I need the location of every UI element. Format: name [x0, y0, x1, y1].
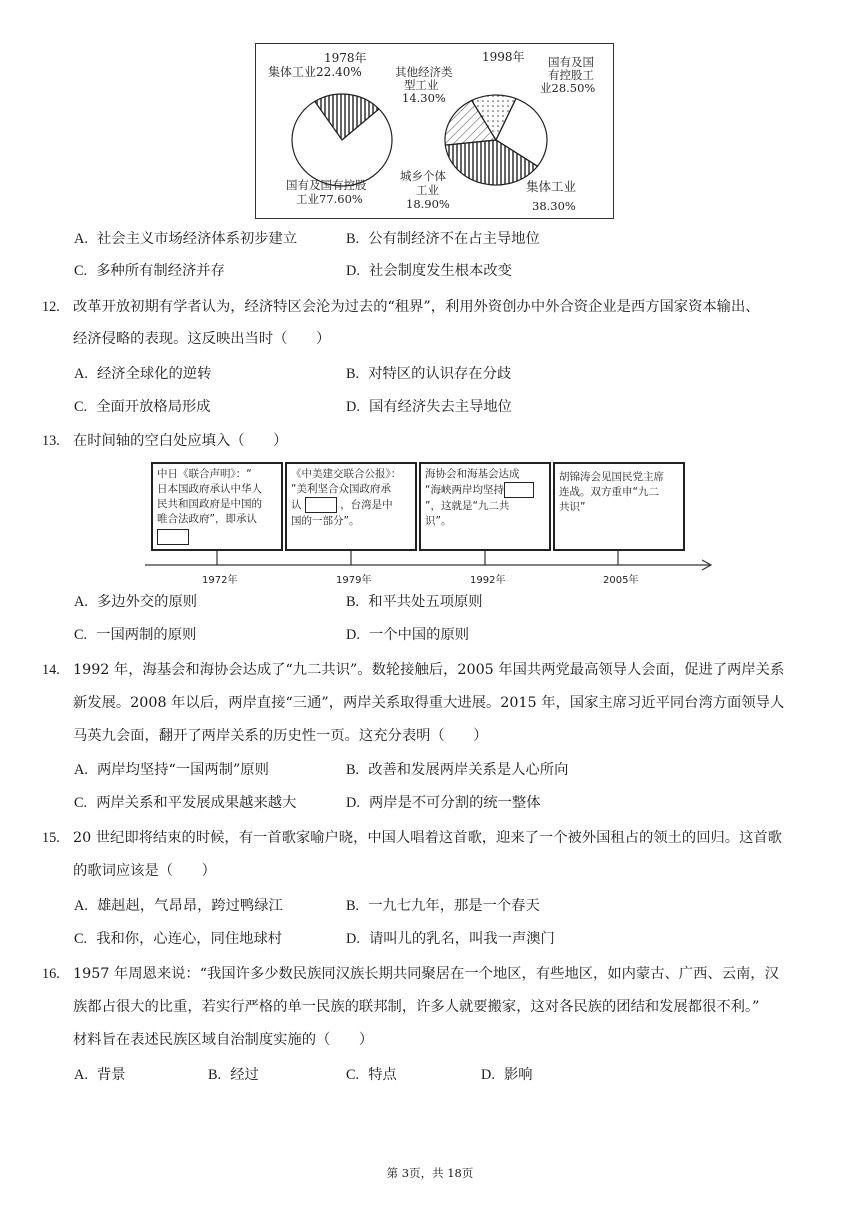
q15-number: 15. [42, 830, 60, 846]
blank-box[interactable] [504, 482, 534, 498]
timeline-box-1992-text [425, 467, 534, 529]
q12-number: 12. [42, 299, 60, 315]
box-line [291, 497, 401, 514]
box-line: 唯合法政府”，即承认 [157, 513, 257, 525]
option-text: 改善和发展两岸关系是人心所向 [368, 762, 569, 778]
option-text: 两岸是不可分割的统一整体 [369, 795, 541, 811]
option-text: 两岸关系和平发展成果越来越大 [96, 795, 297, 811]
option-letter: D. [481, 1067, 495, 1083]
box-text: “海峡两岸均坚持 [425, 484, 504, 496]
option-letter: D. [346, 795, 360, 811]
q15-option-d[interactable] [346, 929, 555, 949]
q15-stem-line-1: 20 世纪即将结束的时候，有一首歌家喻户晓，中国人唱着这首歌，迎来了一个被外国租占的领土的回归。这首歌 [73, 830, 782, 846]
timeline-box-1979-text [291, 467, 401, 529]
q12-option-c[interactable] [74, 397, 211, 417]
box-text: 认 [291, 499, 302, 511]
option-text: 一国两制的原则 [96, 627, 197, 643]
page-footer: 第 3页，共 18页 [386, 1166, 474, 1180]
option-letter: D. [346, 263, 360, 279]
q14-option-c[interactable] [74, 793, 296, 813]
option-letter: C. [346, 1067, 360, 1083]
option-text: 一个中国的原则 [369, 627, 470, 643]
option-text: 多种所有制经济并存 [96, 263, 225, 279]
blank-box[interactable] [305, 497, 337, 513]
option-text: 影响 [504, 1067, 533, 1083]
option-letter: A. [74, 231, 88, 247]
pie-1998-year: 1998年 [482, 50, 525, 64]
q14-option-b[interactable] [346, 760, 568, 780]
box-line: 国的一部分”。 [291, 515, 360, 527]
option-letter: C. [74, 627, 88, 643]
q15-option-b[interactable] [346, 896, 540, 916]
q11-option-d[interactable] [346, 261, 512, 281]
option-letter: C. [74, 399, 88, 415]
box-line: ”，这就是“九二共 [425, 500, 510, 512]
q14-stem-line-2: 新发展。2008 年以后，两岸直接“三通”，两岸关系取得重大进展。2015 年，国家主席习近平同台湾方面领导人 [73, 695, 785, 711]
option-text: 请叫儿的乳名，叫我一声澳门 [369, 931, 555, 947]
timeline-year-2005: 2005年 [603, 575, 639, 586]
pie-1998-collective-label-1: 集体工业 [526, 179, 577, 194]
pie-1998-private-label-3: 18.90% [406, 197, 450, 211]
option-letter: A. [74, 594, 88, 610]
pie-1978-state-label-2: 工业77.60% [296, 192, 363, 206]
q11-option-a[interactable] [74, 229, 297, 249]
option-letter: B. [346, 898, 360, 914]
q16-number: 16. [42, 966, 60, 982]
option-letter: D. [346, 627, 360, 643]
box-line: “美利坚合众国政府承 [291, 483, 391, 495]
q16-stem-line-3: 材料旨在表述民族区域自治制度实施的（ ） [73, 1032, 374, 1048]
timeline-box-1992 [419, 462, 551, 551]
pie-1998 [445, 95, 547, 185]
timeline-box-2005-text [559, 470, 664, 515]
q16-option-a[interactable] [74, 1065, 126, 1085]
timeline-box-1972-text [157, 467, 262, 545]
box-line [425, 482, 534, 499]
option-letter: D. [346, 399, 360, 415]
q13-option-d[interactable] [346, 625, 469, 645]
option-letter: A. [74, 366, 88, 382]
box-line: 识”。 [425, 515, 452, 527]
box-line: 民共和国政府是中国的 [157, 498, 262, 510]
box-line: 连战。双方重申“九二 [559, 486, 659, 498]
q11-option-c[interactable] [74, 261, 225, 281]
pie-1998-other-label-1: 其他经济类 [395, 65, 453, 79]
q15-option-a[interactable] [74, 896, 283, 916]
q13-number: 13. [42, 433, 60, 449]
q14-option-a[interactable] [74, 760, 269, 780]
pie-1998-other-label-3: 14.30% [402, 91, 446, 105]
q14-option-d[interactable] [346, 793, 541, 813]
box-line: 胡锦涛会见国民党主席 [559, 471, 664, 483]
option-letter: B. [346, 366, 360, 382]
option-text: 经济全球化的逆转 [97, 366, 212, 382]
q16-stem-line-2: 族都占很大的比重，若实行严格的单一民族的联邦制，许多人就要搬家，这对各民族的团结和发展都很不利。” [73, 999, 760, 1015]
q13-option-c[interactable] [74, 625, 196, 645]
option-letter: B. [346, 231, 360, 247]
option-letter: A. [74, 762, 88, 778]
option-letter: A. [74, 898, 88, 914]
q16-option-d[interactable] [481, 1065, 533, 1085]
q13-option-a[interactable] [74, 592, 197, 612]
q13-option-b[interactable] [346, 592, 483, 612]
box-line: 《中美建交联合公报》： [291, 468, 402, 480]
pie-1998-private-label-1: 城乡个体 [400, 169, 446, 183]
pie-1998-private-label-2: 工业 [416, 183, 439, 197]
option-text: 我和你，心连心，同住地球村 [96, 931, 283, 947]
option-letter: B. [346, 762, 360, 778]
option-text: 多边外交的原则 [97, 594, 198, 610]
pie-1978-collective-label: 集体工业22.40% [268, 65, 362, 79]
pie-1998-state-label-3: 业28.50% [540, 81, 596, 95]
option-letter: B. [208, 1067, 222, 1083]
box-text: ，台湾是中 [340, 499, 393, 511]
option-letter: C. [74, 795, 88, 811]
pie-1998-state-label-1: 国有及国 [548, 55, 594, 69]
option-text: 一九七九年，那是一个春天 [368, 898, 540, 914]
pie-1978-state-label-1: 国有及国有控股 [286, 178, 367, 192]
q14-stem-line-3: 马英九会面，翻开了两岸关系的历史性一页。这充分表明（ ） [73, 728, 488, 744]
option-letter: C. [74, 931, 88, 947]
option-letter: C. [74, 263, 88, 279]
blank-box[interactable] [157, 529, 262, 545]
option-letter: A. [74, 1067, 88, 1083]
option-text: 经过 [230, 1067, 259, 1083]
option-letter: D. [346, 931, 360, 947]
q12-option-d[interactable] [346, 397, 512, 417]
option-text: 特点 [368, 1067, 397, 1083]
option-text: 国有经济失去主导地位 [369, 399, 512, 415]
pie-chart-figure [255, 43, 614, 219]
q16-stem-line-1: 1957 年周恩来说：“我国许多少数民族同汉族长期共同聚居在一个地区，有些地区，如内蒙古、广西、云南，汉 [73, 966, 779, 982]
timeline-year-1979: 1979年 [336, 575, 372, 586]
q12-stem-line-1: 改革开放初期有学者认为，经济特区会沦为过去的“租界”，利用外资创办中外合资企业是西方国家资本输出、 [73, 299, 760, 315]
q12-option-b[interactable] [346, 364, 511, 384]
q13-stem: 在时间轴的空白处应填入（ ） [73, 433, 288, 449]
option-text: 雄赳赳，气昂昂，跨过鸭绿江 [97, 898, 283, 914]
option-text: 背景 [97, 1067, 126, 1083]
box-line: 共识” [559, 501, 586, 513]
option-text: 社会制度发生根本改变 [369, 263, 512, 279]
option-text: 社会主义市场经济体系初步建立 [97, 231, 298, 247]
pie-1998-collective-label-2: 38.30% [532, 199, 576, 213]
q16-option-b[interactable] [208, 1065, 259, 1085]
q14-number: 14. [42, 662, 60, 678]
q11-option-b[interactable] [346, 229, 540, 249]
option-text: 全面开放格局形成 [96, 399, 211, 415]
timeline-box-2005 [553, 462, 685, 551]
timeline-box-1979 [285, 462, 417, 551]
q15-stem-line-2: 的歌词应该是（ ） [73, 863, 216, 879]
option-text: 公有制经济不在占主导地位 [368, 231, 540, 247]
option-text: 两岸均坚持“一国两制”原则 [97, 762, 269, 778]
timeline-year-1992: 1992年 [470, 575, 506, 586]
pie-1978-year: 1978年 [324, 51, 367, 65]
q16-option-c[interactable] [346, 1065, 397, 1085]
box-line: 海协会和海基会达成 [425, 468, 520, 480]
q12-option-a[interactable] [74, 364, 211, 384]
option-text: 对特区的认识存在分歧 [368, 366, 512, 382]
option-text: 和平共处五项原则 [368, 594, 483, 610]
box-line: 日本国政府承认中华人 [157, 483, 262, 495]
pie-1998-state-label-2: 有控股工 [548, 68, 594, 82]
box-line: 中日《联合声明》：“ [157, 468, 252, 480]
pie-1978 [292, 94, 392, 186]
timeline-box-1972 [151, 462, 283, 551]
q15-option-c[interactable] [74, 929, 282, 949]
q12-stem-line-2: 经济侵略的表现。这反映出当时（ ） [73, 331, 331, 347]
pie-1998-other-label-2: 型工业 [404, 78, 439, 92]
timeline-year-1972: 1972年 [202, 575, 238, 586]
q14-stem-line-1: 1992 年，海基会和海协会达成了“九二共识”。数轮接触后，2005 年国共两党最高领导人会面，促进了两岸关系 [73, 662, 785, 678]
option-letter: B. [346, 594, 360, 610]
